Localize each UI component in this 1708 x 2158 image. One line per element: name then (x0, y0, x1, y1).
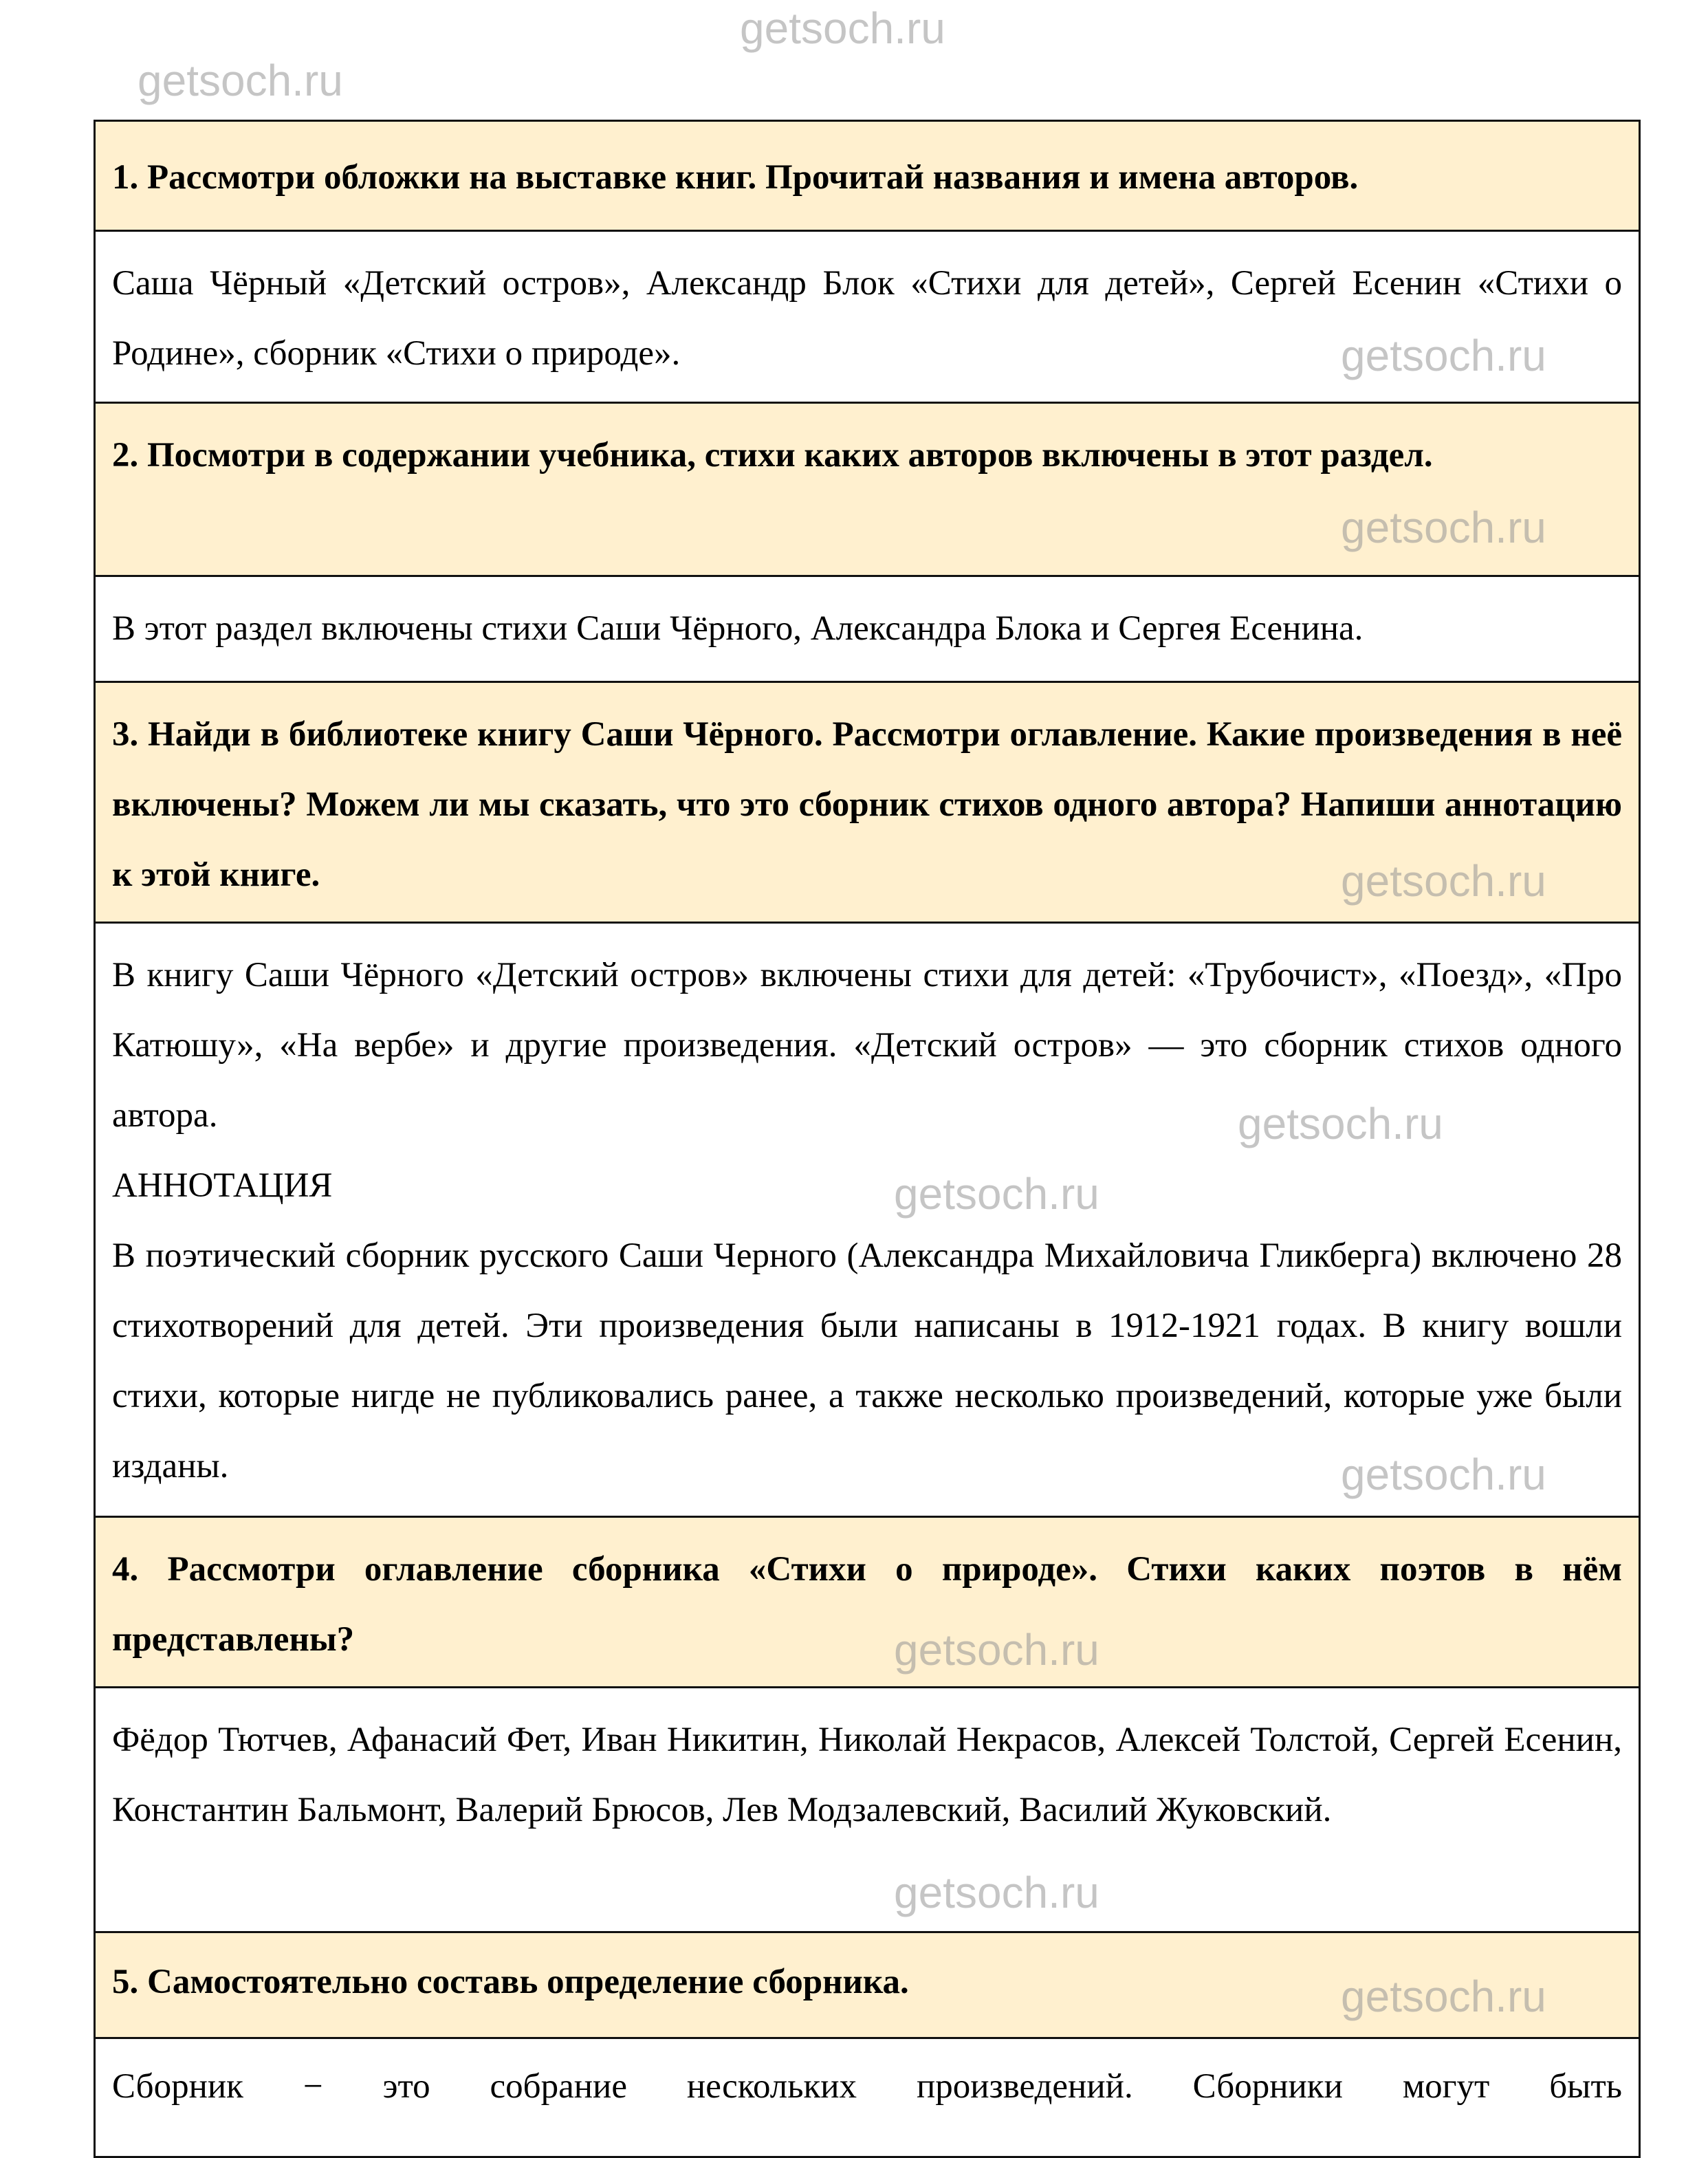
annotation-heading: АННОТАЦИЯ (112, 1166, 333, 1205)
watermark: getsoch.ru (138, 56, 343, 105)
answer-text: Сборник − это собрание нескольких произведений. Сборники могут быть (112, 2067, 1622, 2106)
question-text: 2. Посмотри в содержании учебника, стихи каких авторов включены в этот раздел. (112, 436, 1433, 475)
watermark: getsoch.ru (894, 1868, 1099, 1917)
watermark: getsoch.ru (894, 1169, 1099, 1219)
question-text: 5. Самостоятельно составь определение сборника. (112, 1963, 909, 2001)
answer-text: В этот раздел включены стихи Саши Чёрного, Александра Блока и Сергея Есенина. (112, 609, 1364, 648)
question-text: 4. Рассмотри оглавление сборника «Стихи о природе». Стихи каких поэтов в нём представлены? (112, 1550, 1622, 1659)
answer-4 (96, 1688, 1639, 1933)
watermark: getsoch.ru (1341, 1450, 1546, 1499)
question-4 (96, 1518, 1639, 1688)
watermark: getsoch.ru (740, 3, 945, 53)
answer-5 (96, 2039, 1639, 2156)
watermark: getsoch.ru (1341, 503, 1546, 552)
watermark: getsoch.ru (894, 1625, 1099, 1675)
question-text: 1. Рассмотри обложки на выставке книг. Прочитай названия и имена авторов. (112, 158, 1359, 197)
question-text: 3. Найди в библиотеке книгу Саши Чёрного. Рассмотри оглавление. Какие произведения в неё включены? Можем ли мы сказать, что это сборник стихов одного автора? Напиши аннотацию к этой книге. (112, 715, 1622, 894)
question-1 (96, 122, 1639, 232)
answer-3 (96, 924, 1639, 1518)
answer-text: Фёдор Тютчев, Афанасий Фет, Иван Никитин, Николай Некрасов, Алексей Толстой, Сергей Есенин, Константин Бальмонт, Валерий Брюсов, Лев Модзалевский, Василий Жуковский. (112, 1721, 1622, 1829)
watermark: getsoch.ru (1238, 1099, 1443, 1148)
watermark: getsoch.ru (1341, 856, 1546, 906)
watermark: getsoch.ru (1341, 331, 1546, 380)
answer-2 (96, 577, 1639, 683)
annotation-text: В поэтический сборник русского Саши Черного (Александра Михайловича Гликберга) включено 28 стихотворений для детей. Эти произведения были написаны в 1912-1921 годах. В книгу вошли стихи, которые нигде не публиковались ранее, а также несколько произведений, которые уже были изданы. (112, 1236, 1622, 1485)
watermark: getsoch.ru (1341, 1972, 1546, 2021)
answer-text: В книгу Саши Чёрного «Детский остров» включены стихи для детей: «Трубочист», «Поезд», «Про Катюшу», «На вербе» и другие произведения. «Детский остров» — это сборник стихов одного автора. (112, 956, 1622, 1135)
answer-text: Саша Чёрный «Детский остров», Александр Блок «Стихи для детей», Сергей Есенин «Стихи о Родине», сборник «Стихи о природе». (112, 264, 1622, 373)
